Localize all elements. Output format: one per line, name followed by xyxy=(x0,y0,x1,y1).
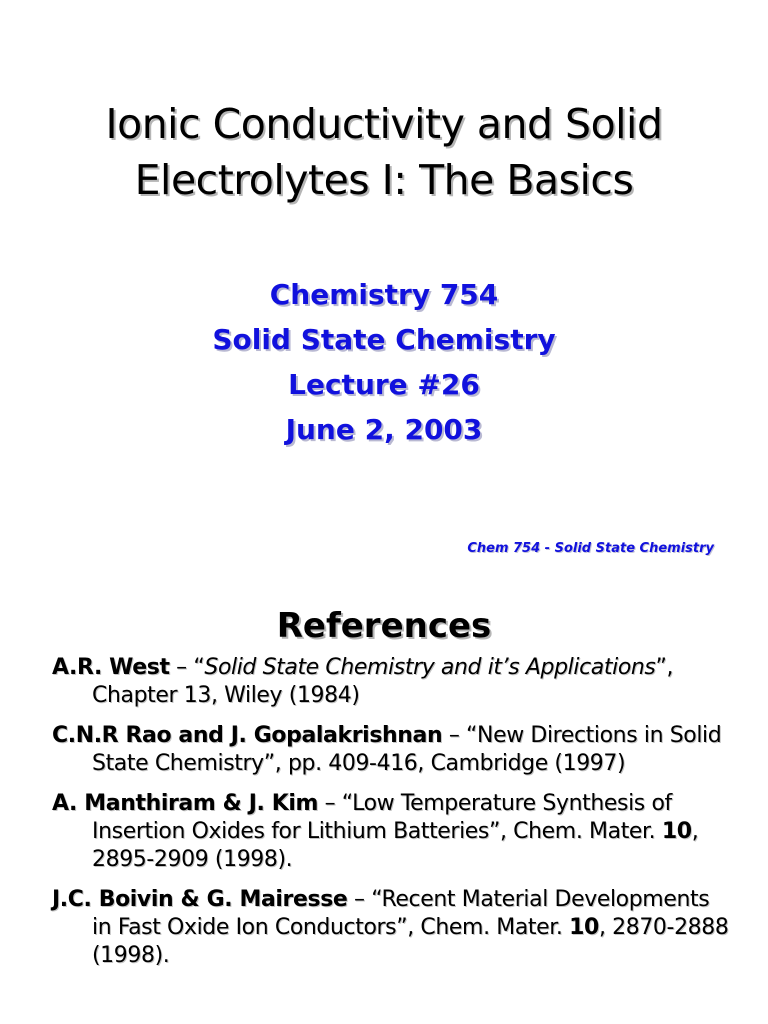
reference-author: A.R. West xyxy=(52,655,170,680)
lecture-title-line-1: Ionic Conductivity and Solid xyxy=(105,100,663,148)
reference-details: ”, Chapter 13, Wiley (1984) xyxy=(92,655,674,708)
reference-author: J.C. Boivin & G. Mairesse xyxy=(52,887,348,912)
reference-details: – “Recent Material Developments in Fast Oxide Ion Conductors”, Chem. Mater. xyxy=(92,887,710,940)
reference-title: Solid State Chemistry and it’s Applications xyxy=(204,655,656,680)
reference-author: A. Manthiram & J. Kim xyxy=(52,791,319,816)
references-heading: References xyxy=(276,606,492,646)
lecture-number: Lecture #26 xyxy=(288,368,480,401)
course-info xyxy=(0,272,768,452)
references-slide xyxy=(0,590,768,1024)
course-number: Chemistry 754 xyxy=(269,278,499,311)
lecture-title-line-2: Electrolytes I: The Basics xyxy=(134,156,634,204)
reference-details: – “Low Temperature Synthesis of Insertion Oxides for Lithium Batteries”, Chem. Mater. xyxy=(92,791,672,844)
reference-item-rao xyxy=(52,722,732,778)
reference-pages: , 2895-2909 (1998). xyxy=(92,819,699,872)
reference-item-boivin xyxy=(52,886,732,970)
reference-separator: – “ xyxy=(169,655,205,680)
lecture-date: June 2, 2003 xyxy=(285,413,483,446)
reference-author: C.N.R Rao and J. Gopalakrishnan xyxy=(52,723,443,748)
reference-item-manthiram xyxy=(52,790,732,874)
reference-volume: 10 xyxy=(569,915,599,940)
course-name: Solid State Chemistry xyxy=(212,323,556,356)
references-list xyxy=(52,654,732,982)
reference-pages: , 2870-2888 (1998). xyxy=(92,915,729,968)
reference-details: – “New Directions in Solid State Chemistry”, pp. 409-416, Cambridge (1997) xyxy=(92,723,722,776)
reference-volume: 10 xyxy=(661,819,692,844)
reference-item-west xyxy=(52,654,732,710)
lecture-title xyxy=(0,96,768,208)
slide-footer: Chem 754 - Solid State Chemistry xyxy=(467,541,714,556)
